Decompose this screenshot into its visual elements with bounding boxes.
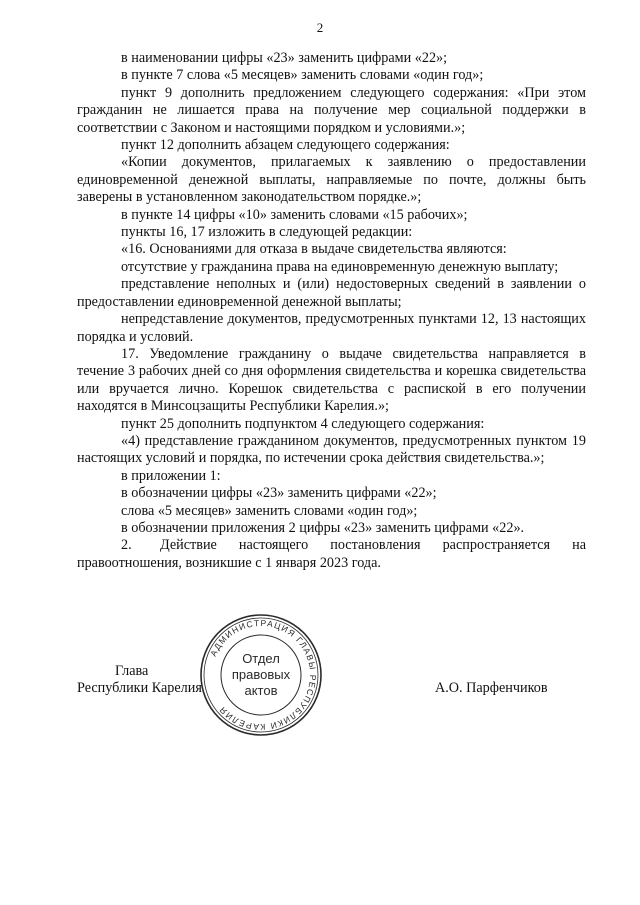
paragraph: в обозначении цифры «23» заменить цифрами «22»; xyxy=(121,485,437,502)
signer-name: А.О. Парфенчиков xyxy=(435,680,548,696)
paragraph: в обозначении приложения 2 цифры «23» заменить цифрами «22». xyxy=(121,519,525,536)
paragraph: в пункте 14 цифры «10» заменить словами «15 рабочих»; xyxy=(121,206,468,223)
paragraph: «4) представление гражданином документов, предусмотренных пунктом 19 настоящих условий и порядка, по истечении срока действия свидетельства.»; xyxy=(77,432,586,467)
stamp-ring-text: АДМИНИСТРАЦИЯ ГЛАВЫ РЕСПУБЛИКИ КАРЕЛИЯ xyxy=(208,617,319,733)
stamp-center-line-3: актов xyxy=(244,683,278,698)
paragraph: пункт 12 дополнить абзацем следующего содержания: xyxy=(121,137,450,154)
paragraph: 17. Уведомление гражданину о выдаче свидетельства направляется в течение 3 рабочих дней со дня оформления свидетельства и корешка свидетельства или вручается лично. Корешок свидетельства с распиской в его получении находятся в Минсоцзащиты Республики Карелия.»; xyxy=(77,345,586,415)
paragraph: непредставление документов, предусмотренных пунктами 12, 13 настоящих порядка и условий. xyxy=(77,311,586,345)
page-number: 2 xyxy=(316,20,324,35)
paragraph: отсутствие у гражданина права на единовременную денежную выплату; xyxy=(121,258,559,275)
stamp-center-line-2: правовых xyxy=(231,667,291,682)
paragraph: представление неполных и (или) недостоверных сведений в заявлении о предоставлении единовременной денежной выплаты; xyxy=(77,276,586,310)
paragraph: пункт 25 дополнить подпунктом 4 следующего содержания: xyxy=(121,415,485,432)
official-stamp xyxy=(198,612,324,738)
signer-title-line1: Глава xyxy=(115,663,149,679)
signature-block xyxy=(0,600,640,740)
paragraph: пункты 16, 17 изложить в следующей редакции: xyxy=(121,224,413,241)
signer-title xyxy=(77,663,217,698)
signer-title-line2: Республики Карелия xyxy=(77,680,202,697)
paragraph: в приложении 1: xyxy=(121,467,221,484)
paragraph: в наименовании цифры «23» заменить цифрами «22»; xyxy=(121,50,448,66)
document-body xyxy=(77,50,586,572)
paragraph: 2. Действие настоящего постановления распространяется на правоотношения, возникшие с 1 января 2023 года. xyxy=(77,537,586,571)
paragraph: слова «5 месяцев» заменить словами «один год»; xyxy=(121,502,418,519)
paragraph: в пункте 7 слова «5 месяцев» заменить словами «один год»; xyxy=(121,67,484,84)
stamp-center-line-1: Отдел xyxy=(242,651,280,666)
paragraph: «16. Основаниями для отказа в выдаче свидетельства являются: xyxy=(121,241,507,258)
paragraph: пункт 9 дополнить предложением следующего содержания: «При этом гражданин не лишается права на получение мер социальной поддержки в соответствии с Законом и настоящими порядком и условиями.»; xyxy=(77,84,586,136)
paragraph: «Копии документов, прилагаемых к заявлению о предоставлении единовременной денежной выплаты, направляемые по почте, должны быть заверены в установленном законодательством порядке.»; xyxy=(77,154,586,206)
